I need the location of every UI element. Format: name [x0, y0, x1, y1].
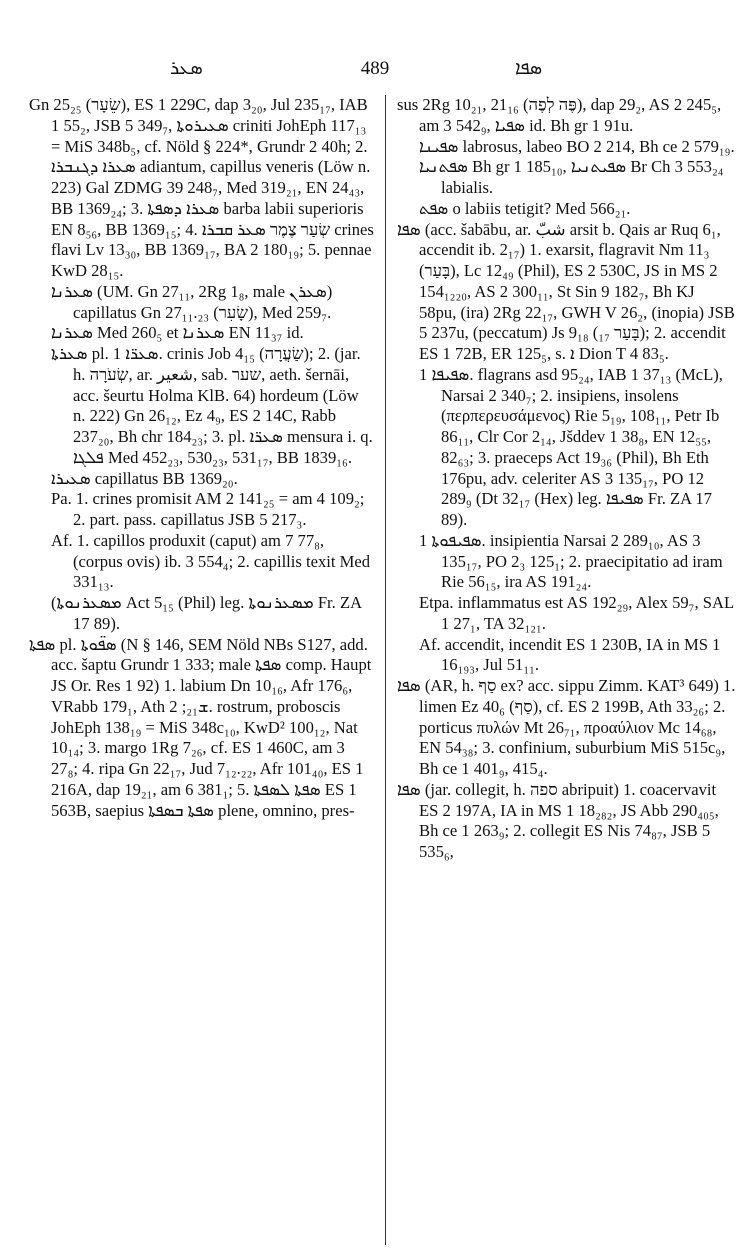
entry-saara: Gn 25₂₅ (שֵׂעָר), ES 1 229C, dap 3₂₀, Jul 235₁₇, IAB 1 55₂, JSB 5 349₇, ܣܥܝܪܘܬܐ criniti JohEph 117₁₃ = MiS 348b₅, cf. Nöld § 224*, Grundr 2 40h; 2. ܣܥܪܐ ܕܓܢܒܪܐ adiantum, capillus veneris (Löw n. 223) Gal ZDMG 39 248₇, Med 319₂₁, EN 24₄₃, BB 1369₂₄; 3. ܣܥܪܐ ܕܣܦܬܐ barba labii superioris EN 8₅₆, BB 1369₁₅; 4. שְׂעַר צֶמֶר ܣܥܪ ܩܒܪܐ crines flavi Lv 13₃₀, BB 1369₁₇, BA 2 180₁₉; 5. pennae KwD 28₁₅.	[29, 95, 374, 280]
entry-etpa: Etpa. inflammatus est AS 192₂₉, Alex 59₇, SAL 1 27₁, TA 32₁₂₁.	[419, 593, 734, 633]
left-column	[29, 95, 375, 821]
entry-sapa-collegit: ܣܦܐ (jar. collegit, h. ספה abripuit) 1. coacervavit ES 2 197A, IA in MS 1 18₂₈₂, JS Abb 290₄₀₅, Bh ce 1 263₉; 2. collegit ES Nis 74₈₇, JSB 5 535₆,	[397, 779, 719, 861]
entry-af: Af. 1. capillos produxit (caput) am 7 77₈, (corpus ovis) ib. 3 554₄; 2. capillis texit Med 331₁₃.	[51, 530, 371, 592]
entry-saarta: ܣܥܪܬܐ pl. ܣܥܪ̈ܐ 1. crinis Job 4₁₅ (שַׂעֲרָה); 2. (jar. h. שְׂעֹרָה, ar. شعير, sab. שער, aeth. šernāi, acc. šeurtu Holma KlB. 64) hordeum (Löw n. 222) Gn 26₁₂, Ez 4₉, ES 2 14C, Rabb 237₂₀, Bh chr 184₂₃; 3. pl. ܣܥܪ̈ܐ mensura i. q. ܦܠܓܐ Med 452₂₃, 530₂₃, 531₁₇, BB 1839₁₆.	[51, 344, 373, 467]
entry-continuation: sus 2Rg 10₂₁, 21₁₆ (פֶּה לְפֶה), dap 29₂, AS 2 245₅, am 3 542₉, ܣܦܝܐ id. Bh gr 1 91u.	[397, 95, 722, 135]
entry-septanaya: ܣܦܬܢܝܐ Bh gr 1 185₁₀, ܣܦܝܬܢܝܐ Br Ch 3 553₂₄ labialis.	[419, 157, 724, 197]
entry-saira: ܣܥܝܪܐ capillatus BB 1369₂₀.	[51, 468, 238, 488]
entry-saaran-variants: ܣܥܪܢܐ Med 260₅ et ܣܥܪܢܐ EN 11₃₇ id.	[51, 323, 304, 343]
page-number: 489	[360, 58, 390, 79]
right-column	[397, 95, 736, 863]
entry-saaran: ܣܥܪܢܐ (UM. Gn 27₁₁, 2Rg 1₈, male ܣܥܪܢ) capillatus Gn 27₁₁.₂₃ (שָׂעִר), Med 259₇.	[51, 281, 333, 322]
entry-sepana: ܣܦܝܢܐ labrosus, labeo BO 2 214, Bh ce 2 579₁₉.	[419, 136, 735, 156]
entry-sippa: ܣܦܐ (AR, h. סַף ex? acc. sippu Zimm. KAT³ 649) 1. limen Ez 40₆ (סַף), cf. ES 2 199B, Ath 33₂₆; 2. porticus πυλών Mt 26₇₁, προαύλιον Mc 14₆₈, EN 54₃₈; 3. confinium, suburbium MiS 515c₉, Bh ce 1 401₉, 415₄.	[397, 676, 736, 778]
entry-sab: ܣܦܐ (acc. šabābu, ar. شبّ arsit b. Qais ar Ruq 6₁, accendit ib. 2₁₇) 1. exarsit, flagravit Nm 11₃ (בָּעַר), Lc 12₄₉ (Phil), ES 2 530C, JS in MS 2 154₁₂₂₀, AS 2 300₁₁, St Sin 9 182₇, Bh KJ 58pu, (ira) 2Rg 22₁₇, GWH V 26₂, (inopia) JSB 5 237u, (peccatum) Js 9₁₈ (₁₇ בָּעַר); 2. accendit ES 1 72B, ER 125₅, s. ܐ Dion T 4 83₅.	[397, 219, 735, 363]
entry-sapipa: ܣܦܝܦܐ 1. flagrans asd 95₂₄, IAB 1 37₁₃ (McL), Narsai 2 340₇; 2. insipiens, insolens (περπερευσάμενος) Rie 5₁₉, 108₁₁, Petr Ib 86₁₁, Clr Cor 2₁₄, Jšddev 1 38₈, EN 12₅₅, 82₆₃; 3. praeceps Act 19₃₆ (Phil), Bh Eth 176pu, adv. celeriter AS 3 135₁₇, PO 12 289₉ (Dt 32₁₇ (Hex) leg. ܣܦܝܦܐ Fr. ZA 17 89).	[419, 364, 723, 529]
entry-af-right: Af. accendit, incendit ES 1 230B, IA in MS 1 16₁₉₃, Jul 51₁₁.	[419, 634, 721, 675]
entry-septa: ܣܦܬܐ pl. ܣܦ̈ܘܬܐ (N § 146, SEM Nöld NBs S127, add. acc. šaptu Grundr 1 333; male ܣܦܬܐ comp. Haupt JS Or. Res 1 92) 1. labium Dn 10₁₆, Afr 176₆, VRabb 179₁, Ath ܫ₂₁; 2. rostrum, proboscis JohEph 138₁₉ = MiS 348c₁₀, KwD² 100₁₂, Nat 10₁₄; 3. margo 1Rg 7₂₆, cf. ES 1 460C, am 3 27₈; 4. ripa Gn 22₁₇, Jud 7₁₂.₂₂, Afr 101₄₀, ES 1 216A, dap 19₂₁, am 6 381₁; 5. ܣܦܬܐ ܠܣܦܬܐ ES 1 563B, saepius ܣܦܬܐ ܒܣܦܬܐ plene, omnino, pres-	[29, 634, 372, 820]
entry-pa: Pa. 1. crines promisit AM 2 141₂₅ = am 4 109₂; 2. part. pass. capillatus JSB 5 217₃.	[51, 489, 365, 529]
page-header	[0, 58, 750, 86]
column-divider	[385, 95, 386, 1245]
entry-sapiputa: ܣܦܝܦܘܬܐ 1. insipientia Narsai 2 289₁₀, AS 3 135₁₇, PO 2₃ 125₁; 2. praecipitatio ad iram Rie 56₁₅, ira AS 191₂₄.	[419, 530, 723, 592]
entry-sept: ܣܦܬ o labiis tetigit? Med 566₂₁.	[419, 198, 631, 218]
running-head-left: ܣܥܪ	[170, 58, 203, 79]
entry-note: (ܡܣܥܪܢܘܬܐ Act 5₁₅ (Phil) leg. ܡܣܥܪܢܘܬܐ Fr. ZA 17 89).	[51, 593, 362, 633]
running-head-right: ܣܦܐ	[515, 58, 543, 79]
